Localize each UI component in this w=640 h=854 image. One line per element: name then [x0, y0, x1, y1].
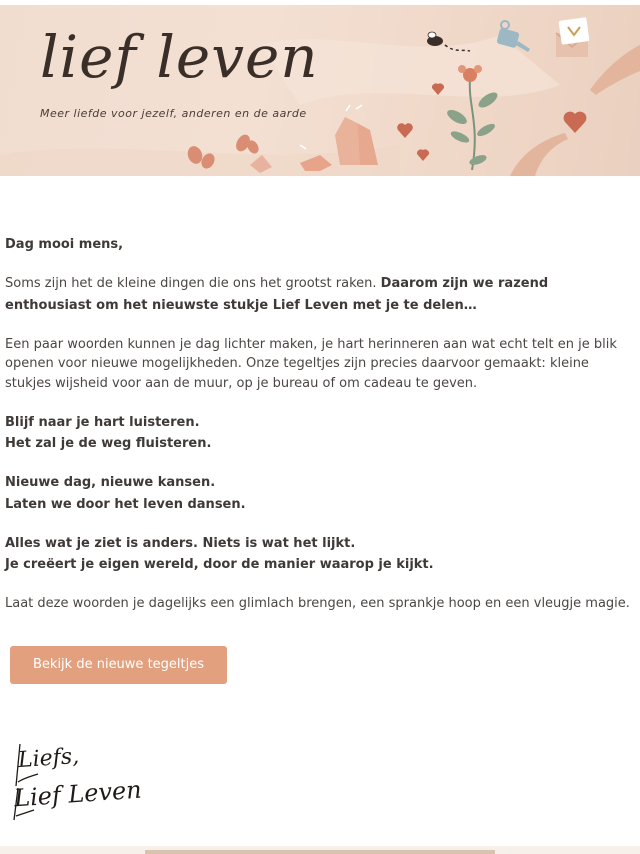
logo-tagline: Meer liefde voor jezelf, anderen en de aarde — [40, 107, 307, 120]
quote-3 — [5, 534, 630, 575]
footer-image — [145, 850, 495, 854]
quote-3-line-1: Alles wat je ziet is anders. Niets is wat het lijkt. — [5, 535, 356, 551]
signature-line-1: Liefs, — [17, 743, 80, 774]
quote-2 — [5, 473, 630, 514]
signature-line-2: Lief Leven — [13, 775, 143, 813]
intro-text: Soms zijn het de kleine dingen die ons het grootst raken. — [5, 276, 377, 291]
greeting — [5, 235, 630, 255]
greeting-text: Dag mooi mens, — [5, 237, 124, 252]
closing-paragraph: Laat deze woorden je dagelijks een glimlach brengen, een sprankje hoop en een vleugje magie. — [5, 596, 630, 611]
crystals-icon — [250, 117, 378, 173]
envelope-icon — [556, 17, 590, 57]
intro-bold: Daarom zijn we razend enthousiast om het nieuwste stukje Lief Leven met je te delen… — [5, 276, 549, 313]
intro-paragraph — [5, 274, 630, 315]
quote-1-line-1: Blijf naar je hart luisteren. — [5, 414, 200, 430]
cta-label: Bekijk de nieuwe tegeltjes — [33, 657, 204, 672]
quote-3-line-2: Je creëert je eigen wereld, door de manier waarop je kijkt. — [5, 557, 434, 572]
description-paragraph: Een paar woorden kunnen je dag lichter maken, je hart herinneren aan wat echt telt en je blik openen voor nieuwe mogelijkheden. Onze tegeltjes zijn precies daarvoor gemaakt: kleine stukjes wijsheid voor aan de muur, op je bureau of om cadeau te geven. — [5, 336, 617, 391]
quote-1 — [5, 413, 630, 454]
signature — [12, 736, 142, 826]
email-body — [5, 235, 630, 633]
quote-2-line-2: Laten we door het leven dansen. — [5, 496, 246, 512]
quote-2-line-1: Nieuwe dag, nieuwe kansen. — [5, 475, 216, 490]
view-tiles-button[interactable] — [10, 646, 227, 684]
logo-title: lief leven — [40, 23, 319, 91]
quote-1-line-2: Het zal je de weg fluisteren. — [5, 436, 212, 451]
header-banner — [0, 5, 640, 176]
